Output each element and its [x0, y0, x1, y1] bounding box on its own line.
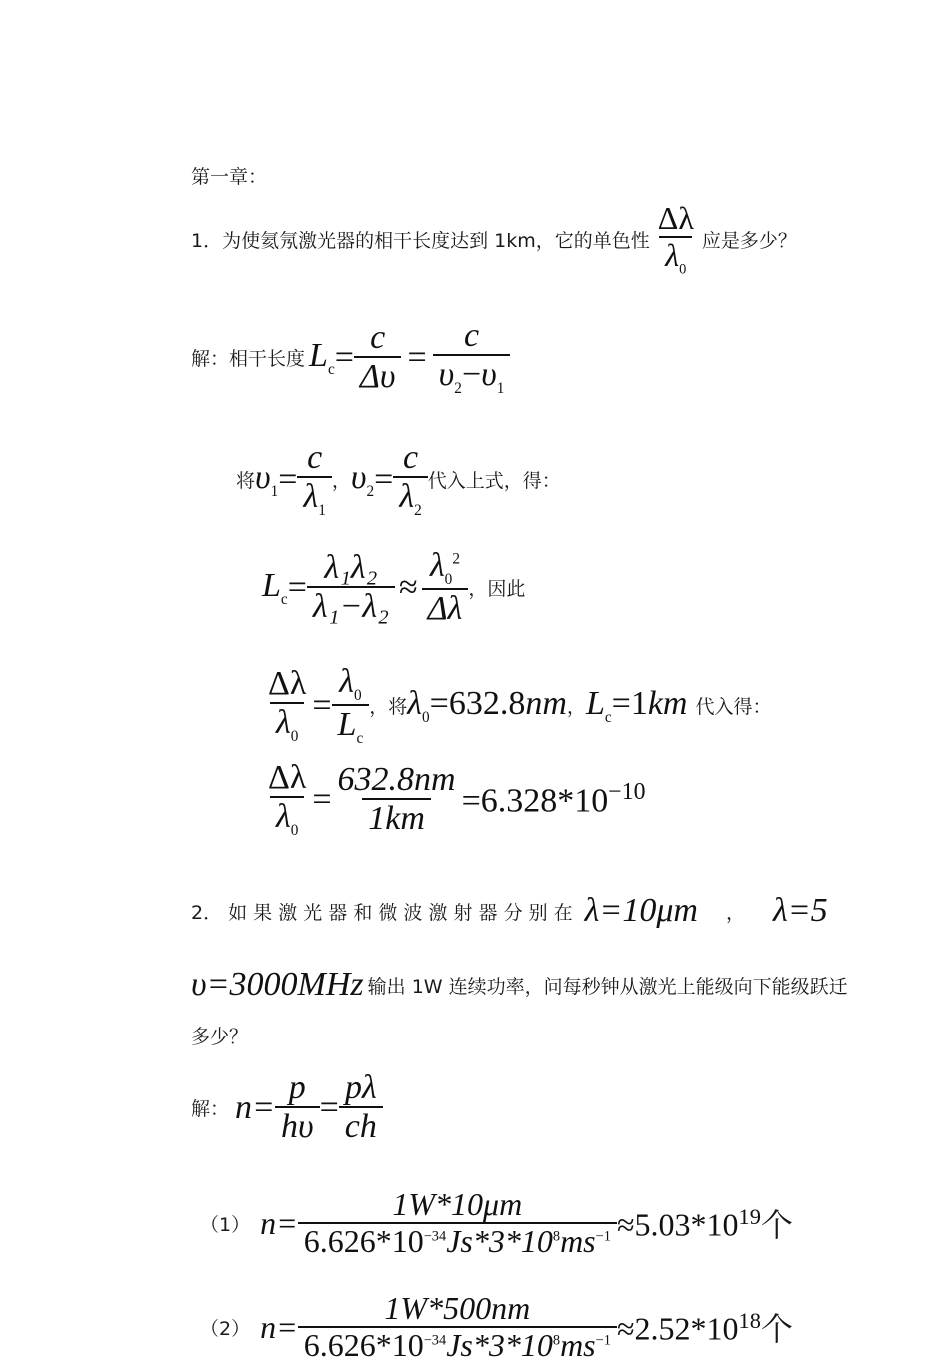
ratio-line: $\frac{\Delta\lambda}{\lambda_0}$ = $\frac{\lambda_0}{L_c}$ ，将 $\lambda_0=632.8nm$ ， $L_c=1km$ 代入得：: [268, 663, 772, 747]
substitution-line: 将 $\upsilon_1$ = $\frac{c}{\lambda_1}$ ， $\upsilon_2$ = $\frac{c}{\lambda_2}$ 代入上式，得：: [236, 439, 561, 519]
chapter-heading: 第一章：: [191, 166, 268, 188]
monochromaticity-fraction: $\frac{\Delta\lambda}{\lambda_0}$: [657, 200, 694, 277]
question-1-text: 1．为使氦氖激光器的相干长度达到 1km，它的单色性: [191, 230, 650, 253]
coherence-length-approx: $L_c$ = $\frac{\text{λ₁λ₂}}{\text{λ₁−λ₂}}$ ≈ $\frac{\lambda_0^2}{\Delta\lambda}$ ，因此: [262, 547, 526, 627]
solution-2-formula: 解： n= $\frac{p}{h\upsilon}$ = $\frac{p\lambda}{ch}$: [191, 1070, 383, 1145]
question-1-tail: 应是多少？: [701, 230, 797, 253]
question-2-line3: 多少？: [191, 1026, 249, 1048]
solution-1-formula: 解：相干长度 $L_c$ = $\frac{c}{\Delta\upsilon}$ = $\frac{c}{\upsilon_2-\upsilon_1}$: [191, 318, 510, 397]
result-line: $\frac{\Delta\lambda}{\lambda_0}$ = $\frac{632.8nm}{1km}$ $=6.328*10^{-10}$: [268, 759, 646, 839]
case-1: （1） n= $\frac{1W*10\mu m}{6.626*10^{-34}Js*3*10^8ms^{-1}}$ $\approx 5.03*10^{19}$ 个: [200, 1186, 793, 1259]
question-2-line1: 2． 如 果 激 光 器 和 微 波 激 射 器 分 别 在 λ=10μm ， λ=5: [191, 892, 828, 929]
case-2: （2） n= $\frac{1W*500nm}{6.626*10^{-34}Js*3*10^8ms^{-1}}$ $\approx 2.52*10^{18}$ 个: [200, 1290, 793, 1363]
question-2-line2: υ=3000MHz 输出 1W 连续功率，问每秒钟从激光上能级向下能级跃迁: [191, 966, 848, 1003]
question-1: [191, 202, 797, 278]
